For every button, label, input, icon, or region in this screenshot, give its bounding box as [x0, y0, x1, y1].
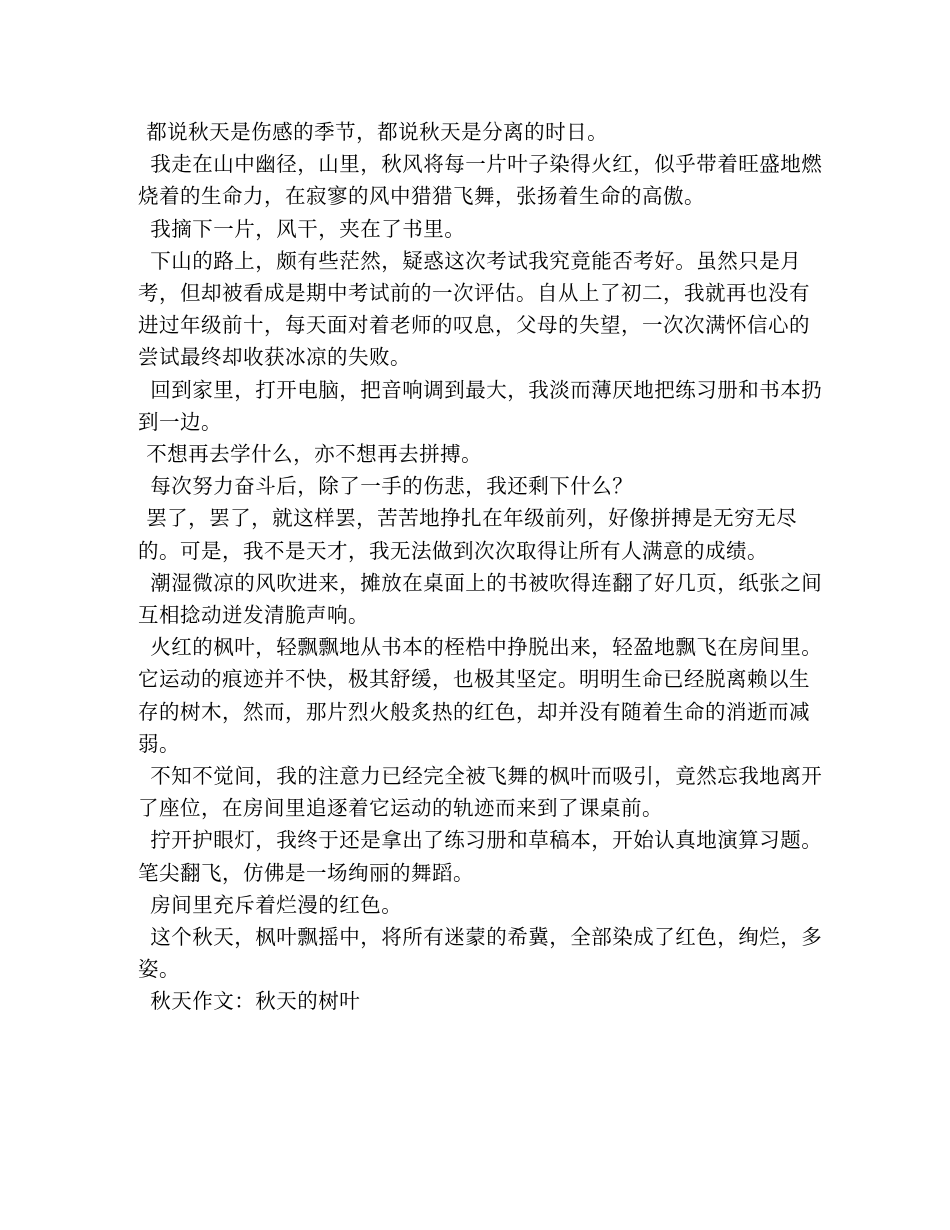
paragraph: 房间里充斥着烂漫的红色。 [150, 892, 403, 917]
paragraph: 都说秋天是伤感的季节，都说秋天是分离的时日。 [146, 120, 609, 144]
paragraph: 这个秋天，枫叶飘摇中，将所有迷蒙的希冀，全部染成了红色，绚烂，多姿。 [138, 925, 823, 982]
paragraph: 火红的枫叶，轻飘飘地从书本的桎梏中挣脱出来，轻盈地飘飞在房间里。它运动的痕迹并不快，极其舒缓，也极其坚定。明明生命已经脱离赖以生存的树木，然而，那片烈火般炙热的红色，却并没有随着生命的消逝而减弱。 [138, 635, 823, 756]
essay-title-line: 秋天作文：秋天的树叶 [150, 989, 361, 1014]
paragraph: 下山的路上，颇有些茫然，疑惑这次考试我究竟能否考好。虽然只是月考，但却被看成是期中考试前的一次评估。自从上了初二，我就再也没有进过年级前十，每天面对着老师的叹息，父母的失望，一次次满怀信心的尝试最终却收获冰凉的失败。 [138, 248, 810, 370]
paragraph: 潮湿微凉的风吹进来，摊放在桌面上的书被吹得连翻了好几页，纸张之间互相捻动迸发清脆声响。 [138, 570, 823, 628]
paragraph: 拧开护眼灯，我终于还是拿出了练习册和草稿本，开始认真地演算习题。笔尖翻飞，仿佛是一场绚丽的舞蹈。 [138, 828, 823, 885]
paragraph: 每次努力奋斗后，除了一手的伤悲，我还剩下什么？ [150, 474, 634, 499]
paragraph: 不想再去学什么，亦不想再去拼搏。 [146, 442, 483, 467]
paragraph: 我走在山中幽径，山里，秋风将每一片叶子染得火红，似乎带着旺盛地燃烧着的生命力，在寂寥的风中猎猎飞舞，张扬着生命的高傲。 [138, 152, 823, 209]
paragraph: 不知不觉间，我的注意力已经完全被飞舞的枫叶而吸引，竟然忘我地离开了座位，在房间里追逐着它运动的轨迹而来到了课桌前。 [138, 764, 823, 821]
paragraph: 罢了，罢了，就这样罢，苦苦地挣扎在年级前列，好像拼搏是无穷无尽的。可是，我不是天才，我无法做到次次取得让所有人满意的成绩。 [138, 506, 798, 563]
paragraph: 回到家里，打开电脑，把音响调到最大，我淡而薄厌地把练习册和书本扔到一边。 [138, 377, 823, 434]
paragraph: 我摘下一片，风干，夹在了书里。 [150, 216, 466, 241]
essay-body [138, 116, 828, 1018]
